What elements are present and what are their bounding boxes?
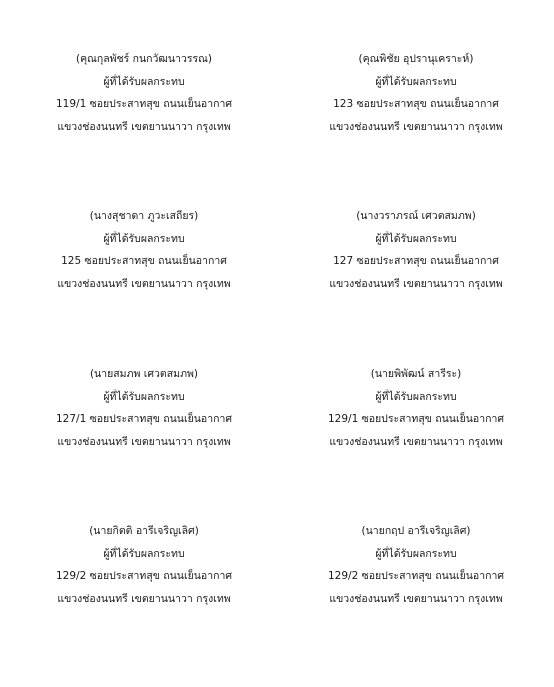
recipient-status: ผู้ที่ได้รับผลกระทบ [375, 547, 457, 560]
address-line-2: แขวงช่องนนทรี เขตยานนาวา กรุงเทพ [329, 592, 503, 605]
address-line-2: แขวงช่องนนทรี เขตยานนาวา กรุงเทพ [329, 277, 503, 290]
recipient-name: (นายสมภพ เศวตสมภพ) [89, 368, 199, 380]
address-label [296, 205, 536, 295]
recipient-name: (นางสุชาดา ภูวะเสถียร) [89, 210, 199, 222]
recipient-name: (นายกิตติ อารีเจริญเลิศ) [89, 525, 199, 537]
address-line-1: 127/1 ซอยประสาทสุข ถนนเย็นอากาศ [55, 413, 233, 425]
address-line-2: แขวงช่องนนทรี เขตยานนาวา กรุงเทพ [57, 592, 231, 605]
address-label [24, 520, 264, 610]
recipient-status: ผู้ที่ได้รับผลกระทบ [375, 390, 457, 403]
recipient-status: ผู้ที่ได้รับผลกระทบ [103, 390, 185, 403]
address-label [296, 48, 536, 138]
address-line-2: แขวงช่องนนทรี เขตยานนาวา กรุงเทพ [329, 435, 503, 448]
address-line-2: แขวงช่องนนทรี เขตยานนาวา กรุงเทพ [329, 120, 503, 133]
address-line-1: 129/2 ซอยประสาทสุข ถนนเย็นอากาศ [55, 570, 233, 582]
address-line-1: 123 ซอยประสาทสุข ถนนเย็นอากาศ [333, 98, 499, 110]
recipient-name: (นายกฤป อารีเจริญเลิศ) [361, 525, 471, 537]
address-line-2: แขวงช่องนนทรี เขตยานนาวา กรุงเทพ [57, 120, 231, 133]
address-line-1: 119/1 ซอยประสาทสุข ถนนเย็นอากาศ [55, 98, 233, 110]
recipient-name: (นายพิพัฒน์ สารีระ) [370, 368, 462, 380]
address-line-1: 127 ซอยประสาทสุข ถนนเย็นอากาศ [333, 255, 499, 267]
address-label [24, 205, 264, 295]
address-line-1: 129/1 ซอยประสาทสุข ถนนเย็นอากาศ [327, 413, 505, 425]
recipient-status: ผู้ที่ได้รับผลกระทบ [375, 75, 457, 88]
address-label [296, 363, 536, 453]
recipient-status: ผู้ที่ได้รับผลกระทบ [103, 75, 185, 88]
recipient-name: (คุณพิชัย อุปรานุเคราะห์) [358, 53, 474, 65]
address-label [296, 520, 536, 610]
recipient-status: ผู้ที่ได้รับผลกระทบ [103, 547, 185, 560]
recipient-status: ผู้ที่ได้รับผลกระทบ [103, 232, 185, 245]
address-line-2: แขวงช่องนนทรี เขตยานนาวา กรุงเทพ [57, 435, 231, 448]
recipient-name: (คุณกุลพัชร์ กนกวัฒนาวรรณ) [75, 53, 213, 65]
address-label [24, 48, 264, 138]
address-label [24, 363, 264, 453]
recipient-status: ผู้ที่ได้รับผลกระทบ [375, 232, 457, 245]
address-line-1: 125 ซอยประสาทสุข ถนนเย็นอากาศ [61, 255, 227, 267]
recipient-name: (นางวราภรณ์ เศวตสมภพ) [356, 210, 476, 222]
address-line-2: แขวงช่องนนทรี เขตยานนาวา กรุงเทพ [57, 277, 231, 290]
address-line-1: 129/2 ซอยประสาทสุข ถนนเย็นอากาศ [327, 570, 505, 582]
